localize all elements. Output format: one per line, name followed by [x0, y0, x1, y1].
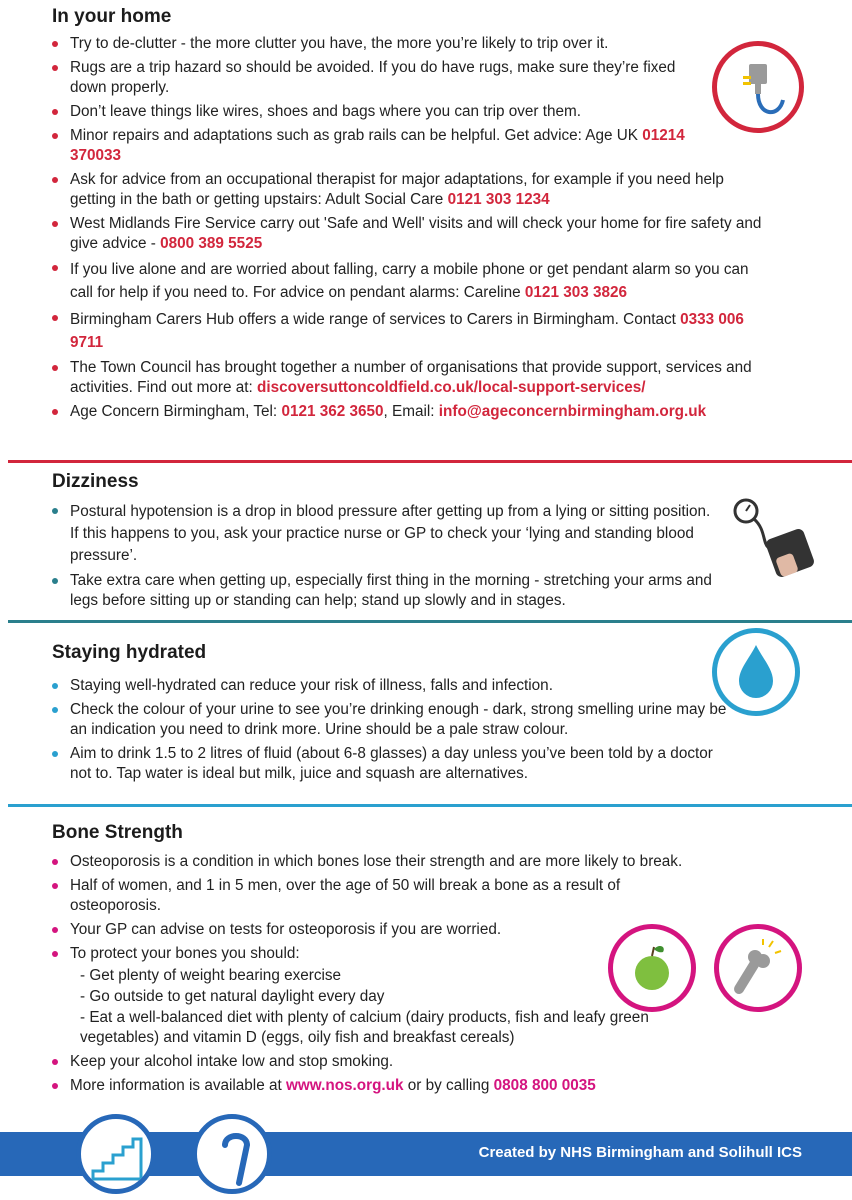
list-item: - Get plenty of weight bearing exercise — [80, 967, 342, 984]
list-item: Minor repairs and adaptations such as grab rails can be helpful. Get advice: Age UK 01214 370033 — [52, 126, 692, 166]
list-item: Take extra care when getting up, especially first thing in the morning - stretching your arms and legs before sitting up or standing can help; stand up slowly and in stages. — [52, 571, 742, 611]
list-item: Aim to drink 1.5 to 2 litres of fluid (about 6-8 glasses) a day unless you’ve been told by a doctor not to. Tap water is ideal but milk, juice and squash are alternatives. — [52, 744, 732, 784]
list-item: The Town Council has brought together a number of organisations that provide support, services and activities. Find out more at: discoversuttoncoldfield.co.uk/local-support-services/ — [52, 358, 812, 398]
bullet-dot — [52, 1083, 58, 1089]
section-staying-hydrated — [0, 622, 852, 806]
dizziness-bullet-list — [52, 501, 742, 615]
bullet-dot — [52, 883, 58, 889]
bullet-dot — [52, 109, 58, 115]
age-uk-phone[interactable]: 01214 370033 — [70, 127, 685, 164]
bullet-dot — [52, 859, 58, 865]
list-item: Keep your alcohol intake low and stop smoking. — [52, 1052, 772, 1072]
bullet-dot — [52, 751, 58, 757]
bullet-dot — [52, 409, 58, 415]
hydrated-bullet-list — [52, 676, 752, 788]
list-item: Osteoporosis is a condition in which bones lose their strength and are more likely to break. — [52, 852, 772, 872]
bullet-dot — [52, 927, 58, 933]
carers-hub-phone[interactable]: 0333 006 9711 — [70, 311, 744, 351]
section-title-bone: Bone Strength — [52, 822, 183, 843]
apple-icon — [608, 924, 696, 1012]
fire-service-phone[interactable]: 0800 389 5525 — [160, 235, 263, 252]
careline-phone[interactable]: 0121 303 3826 — [524, 284, 628, 301]
section-title-home: In your home — [52, 6, 172, 27]
list-item: - Eat a well-balanced diet with plenty of calcium (dairy products, fish and leafy green vegetables) and vitamin D (eggs, oily fish and breakfast cereals) — [80, 1009, 649, 1046]
bullet-dot — [52, 508, 58, 514]
walking-stick-icon — [192, 1114, 272, 1194]
home-bullet-list — [52, 34, 772, 426]
list-item: Ask for advice from an occupational therapist for major adaptations, for example if you need help getting in the bath or getting upstairs: Adult Social Care 0121 303 1234 — [52, 170, 772, 210]
bullet-dot — [52, 221, 58, 227]
water-drop-icon — [712, 628, 800, 716]
bullet-dot — [52, 315, 58, 321]
section-bone-strength — [0, 806, 852, 1126]
nos-phone[interactable]: 0808 800 0035 — [493, 1077, 596, 1094]
list-item: Rugs are a trip hazard so should be avoided. If you do have rugs, make sure they’re fixed down properly. — [52, 58, 702, 98]
age-concern-email[interactable]: info@ageconcernbirmingham.org.uk — [438, 403, 707, 420]
section-title-dizziness: Dizziness — [52, 471, 139, 492]
stairs-icon — [76, 1114, 156, 1194]
nos-link[interactable]: www.nos.org.uk — [285, 1077, 404, 1094]
bullet-dot — [52, 683, 58, 689]
footer-credit: Created by NHS Birmingham and Solihull ICS — [478, 1144, 802, 1161]
list-item: - Go outside to get natural daylight every day — [80, 988, 385, 1005]
list-item: Try to de-clutter - the more clutter you have, the more you’re likely to trip over it. — [52, 34, 772, 54]
bullet-dot — [52, 365, 58, 371]
section-title-hydrated: Staying hydrated — [52, 642, 207, 663]
plug-icon — [712, 41, 804, 133]
list-item: Your GP can advise on tests for osteoporosis if you are worried. — [52, 920, 772, 940]
bullet-dot — [52, 951, 58, 957]
age-concern-phone[interactable]: 0121 362 3650 — [281, 403, 384, 420]
bullet-dot — [52, 265, 58, 271]
bullet-dot — [52, 177, 58, 183]
section-in-your-home — [0, 0, 852, 462]
list-item: Don’t leave things like wires, shoes and bags where you can trip over them. — [52, 102, 772, 122]
section-dizziness — [0, 463, 852, 621]
bullet-dot — [52, 707, 58, 713]
list-item: Birmingham Carers Hub offers a wide range of services to Carers in Birmingham. Contact 0333 006 9711 — [52, 308, 752, 354]
bullet-dot — [52, 133, 58, 139]
bullet-dot — [52, 578, 58, 584]
blood-pressure-monitor-icon — [730, 493, 820, 583]
town-council-link[interactable]: discoversuttoncoldfield.co.uk/local-support-services/ — [257, 379, 646, 396]
adult-social-care-phone[interactable]: 0121 303 1234 — [447, 191, 550, 208]
list-item: West Midlands Fire Service carry out 'Safe and Well' visits and will check your home for fire safety and give advice - 0800 389 5525 — [52, 214, 772, 254]
list-item: Age Concern Birmingham, Tel: 0121 362 3650, Email: info@ageconcernbirmingham.org.uk — [52, 402, 832, 422]
list-item: More information is available at www.nos.org.uk or by calling 0808 800 0035 — [52, 1076, 772, 1096]
list-item: Half of women, and 1 in 5 men, over the age of 50 will break a bone as a result of osteoporosis. — [52, 876, 712, 916]
list-item: If you live alone and are worried about falling, carry a mobile phone or get pendant alarm so you can call for help if you need to. For advice on pendant alarms: Careline 0121 303 3826 — [52, 258, 772, 304]
list-item: Postural hypotension is a drop in blood pressure after getting up from a lying or sitting position. If this happens to you, ask your practice nurse or GP to check your ‘lying and standing blood pressure’. — [52, 501, 722, 567]
bullet-dot — [52, 41, 58, 47]
list-item: Check the colour of your urine to see you’re drinking enough - dark, strong smelling urine may be an indication you need to drink more. Urine should be a pale straw colour. — [52, 700, 742, 740]
list-item: To protect your bones you should: - Get plenty of weight bearing exercise - Go outside to get natural daylight every day - Eat a well-balanced diet with plenty of calcium (dairy products, fish and leafy green vegetables) and vitamin D (eggs, oily fish and breakfast cereals) — [52, 944, 772, 1048]
bullet-dot — [52, 65, 58, 71]
bone-sub-list — [70, 966, 670, 1048]
list-item: Staying well-hydrated can reduce your risk of illness, falls and infection. — [52, 676, 752, 696]
bullet-dot — [52, 1059, 58, 1065]
bone-icon — [714, 924, 802, 1012]
